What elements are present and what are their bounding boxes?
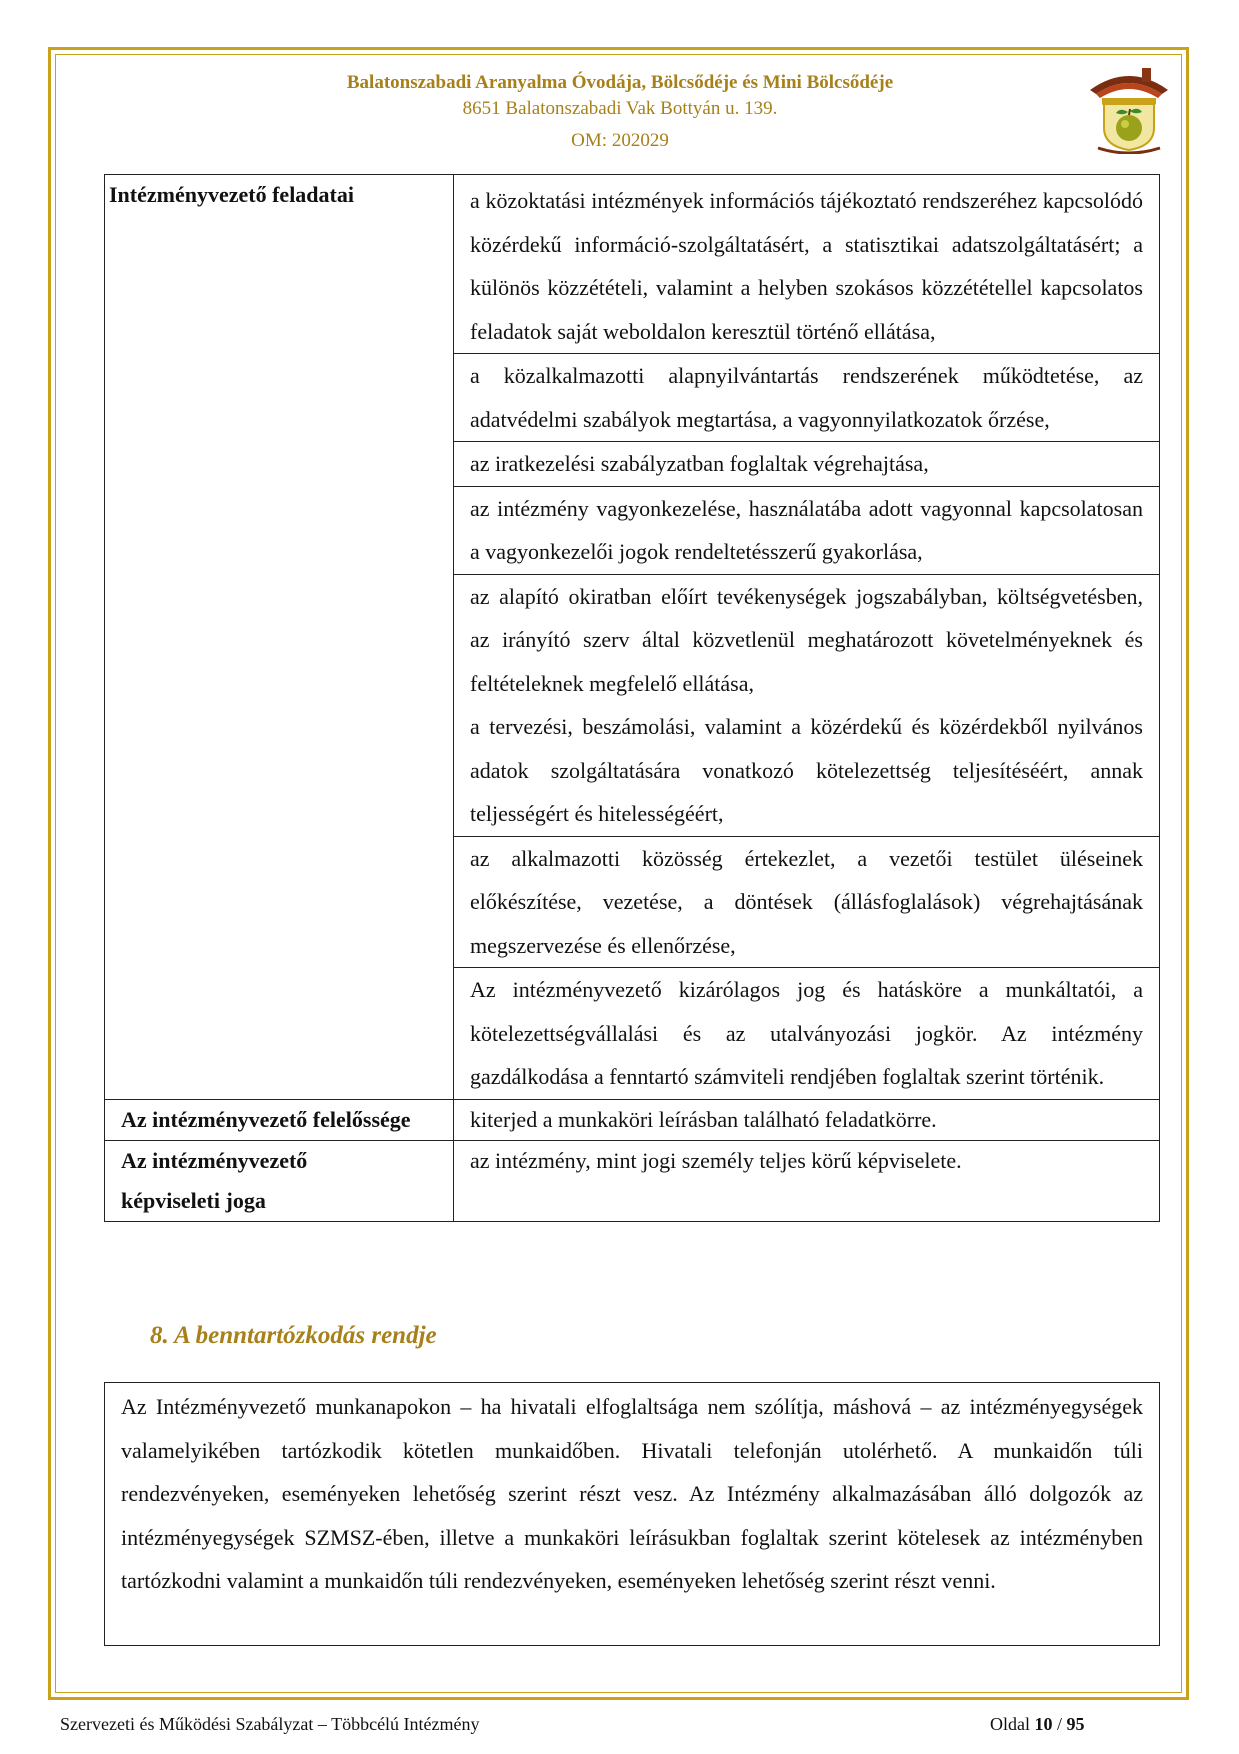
duty-item: Az intézményvezető kizárólagos jog és hatásköre a munkáltatói, a kötelezettségvállalási és az utalványozási jogkör. Az intézmény gazdálkodása a fenntartó számviteli rendjében foglaltak szerint történik. — [454, 968, 1160, 1100]
footer-document-title: Szervezeti és Működési Szabályzat – Többcélú Intézmény — [60, 1714, 480, 1734]
page-prefix: Oldal — [990, 1714, 1030, 1734]
row-label-responsibility: Az intézményvezető felelőssége — [105, 1099, 454, 1140]
table-row — [105, 1140, 1160, 1221]
row-label-representation — [105, 1140, 454, 1221]
representation-label-line: Az intézményvezető — [121, 1147, 308, 1173]
page-total: 95 — [1066, 1714, 1085, 1734]
section-body-text: Az Intézményvezető munkanapokon – ha hivatali elfoglaltsága nem szólítja, máshová – az intézményegységek valamelyikében tartózkodik kötetlen munkaidőben. Hivatali telefonján utolérhető. A munkaidőn túli rendezvényeken, eseményeken lehetőség szerint részt vesz. Az Intézmény alkalmazásában álló dolgozók az intézményegységek SZMSZ-ében, illetve a munkaköri leírásukban foglaltak szerint kötelesek az intézményben tartózkodni valamint a munkaidőn túli rendezvényeken, eseményeken lehetőség szerint részt venni. — [121, 1394, 1143, 1593]
footer-page-number — [990, 1714, 1085, 1735]
duty-item: a közoktatási intézmények információs tájékoztató rendszeréhez kapcsolódó közérdekű információ-szolgáltatásért, a statisztikai adatszolgáltatásért; a különös közzétételi, valamint a helyben szokásos közzététellel kapcsolatos feladatok saját weboldalon keresztül történő ellátása, — [454, 175, 1160, 354]
page-separator: / — [1057, 1714, 1063, 1734]
section-heading: 8. A benntartózkodás rendje — [150, 1322, 437, 1349]
duty-item: az intézmény vagyonkezelése, használatába adott vagyonnal kapcsolatosan a vagyonkezelői jogok rendeltetésszerű gyakorlása, — [454, 486, 1160, 574]
representation-text: az intézmény, mint jogi személy teljes körű képviselete. — [454, 1140, 1160, 1221]
duty-cell-combined — [454, 574, 1160, 836]
institution-name: Balatonszabadi Aranyalma Óvodája, Bölcsődéje és Mini Bölcsődéje — [346, 72, 894, 93]
table-row — [105, 175, 1160, 354]
duty-item: az iratkezelési szabályzatban foglaltak végrehajtása, — [454, 442, 1160, 487]
section-body-box — [104, 1382, 1160, 1646]
duty-item: a közalkalmazotti alapnyilvántartás rendszerének működtetése, az adatvédelmi szabályok megtartása, a vagyonnyilatkozatok őrzése, — [454, 354, 1160, 442]
om-number: OM: 202029 — [571, 130, 669, 151]
table-row — [105, 1099, 1160, 1140]
responsibility-text: kiterjed a munkaköri leírásban található feladatkörre. — [454, 1099, 1160, 1140]
duties-table — [104, 174, 1160, 1222]
institution-logo — [1084, 58, 1174, 154]
row-label-duties: Intézményvezető feladatai — [105, 175, 454, 1100]
letterhead — [120, 70, 1120, 154]
duty-item: a tervezési, beszámolási, valamint a közérdekű és közérdekből nyilvános adatok szolgáltatására vonatkozó kötelezettség teljesítéséért, annak teljességért és hitelességéért, — [470, 714, 1143, 826]
page-current: 10 — [1034, 1714, 1053, 1734]
representation-label-line: képviseleti joga — [121, 1187, 266, 1213]
duty-item: az alapító okiratban előírt tevékenységek jogszabályban, költségvetésben, az irányító szerv által közvetlenül meghatározott követelményeknek és feltételeknek megfelelő ellátása, — [470, 583, 1143, 696]
duty-item: az alkalmazotti közösség értekezlet, a vezetői testület üléseinek előkészítése, vezetése, a döntések (állásfoglalások) végrehajtásának megszervezése és ellenőrzése, — [454, 836, 1160, 968]
institution-address: 8651 Balatonszabadi Vak Bottyán u. 139. — [462, 98, 778, 119]
